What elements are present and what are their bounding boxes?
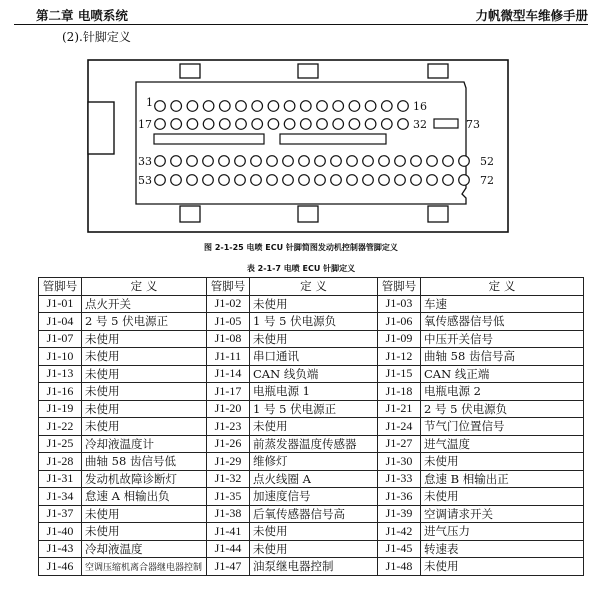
pin-number: J1-08 bbox=[207, 330, 250, 348]
connector-pin bbox=[349, 101, 360, 112]
pin-definition: 2 号 5 伏电源负 bbox=[421, 400, 584, 418]
connector-pin bbox=[363, 175, 374, 186]
pin-number: J1-46 bbox=[39, 558, 82, 576]
pin-definition: 氧传感器信号低 bbox=[421, 313, 584, 331]
header-pin: 管脚号 bbox=[207, 278, 250, 296]
connector-pin bbox=[283, 156, 294, 167]
header-def: 定 义 bbox=[421, 278, 584, 296]
pin-number: J1-32 bbox=[207, 470, 250, 488]
slot-right bbox=[280, 134, 386, 144]
pin-definition: 中压开关信号 bbox=[421, 330, 584, 348]
pin-definition: 曲轴 58 齿信号低 bbox=[82, 453, 207, 471]
pin-number: J1-13 bbox=[39, 365, 82, 383]
connector-pin bbox=[347, 156, 358, 167]
top-tab-1 bbox=[180, 64, 200, 78]
pin-number: J1-17 bbox=[207, 383, 250, 401]
connector-pin bbox=[187, 156, 198, 167]
pin-definition: 未使用 bbox=[250, 540, 378, 558]
pin-number: J1-31 bbox=[39, 470, 82, 488]
connector-pin bbox=[220, 119, 231, 130]
pin-number: J1-04 bbox=[39, 313, 82, 331]
pin-definition: 怠速 B 相输出正 bbox=[421, 470, 584, 488]
connector-pin bbox=[252, 101, 263, 112]
connector-pin bbox=[398, 119, 409, 130]
table-row bbox=[39, 348, 584, 366]
pin-number: J1-26 bbox=[207, 435, 250, 453]
connector-pin bbox=[235, 175, 246, 186]
connector-pin bbox=[382, 101, 393, 112]
pin-number: J1-43 bbox=[39, 540, 82, 558]
pin-definition: 空调压缩机离合器继电器控制 bbox=[82, 558, 207, 576]
ecu-connector-diagram bbox=[0, 40, 602, 240]
pin-definition: 后氧传感器信号高 bbox=[250, 505, 378, 523]
pin-number: J1-27 bbox=[378, 435, 421, 453]
connector-pin bbox=[382, 119, 393, 130]
connector-pin bbox=[301, 101, 312, 112]
table-row bbox=[39, 330, 584, 348]
connector-pin bbox=[203, 175, 214, 186]
pin-number: J1-39 bbox=[378, 505, 421, 523]
pin-definition: 前蒸发器温度传感器 bbox=[250, 435, 378, 453]
table-caption: 表 2-1-7 电喷 ECU 针脚定义 bbox=[246, 264, 356, 273]
pin-number: J1-02 bbox=[207, 295, 250, 313]
pin-label-16: 16 bbox=[413, 100, 427, 113]
pin-definition: 未使用 bbox=[421, 558, 584, 576]
connector-pin bbox=[267, 156, 278, 167]
pin-definition: 1 号 5 伏电源正 bbox=[250, 400, 378, 418]
page-header bbox=[14, 4, 588, 25]
pin-number: J1-23 bbox=[207, 418, 250, 436]
connector-pin bbox=[235, 156, 246, 167]
pin-definition: 未使用 bbox=[250, 523, 378, 541]
pin-number: J1-42 bbox=[378, 523, 421, 541]
pin-number: J1-41 bbox=[207, 523, 250, 541]
connector-pin bbox=[155, 101, 166, 112]
pin-number: J1-15 bbox=[378, 365, 421, 383]
connector-pin bbox=[284, 119, 295, 130]
header-def: 定 义 bbox=[82, 278, 207, 296]
connector-pin bbox=[283, 175, 294, 186]
pin-number: J1-44 bbox=[207, 540, 250, 558]
connector-pin bbox=[333, 101, 344, 112]
pin-definition: 未使用 bbox=[82, 383, 207, 401]
table-header-row bbox=[39, 278, 584, 296]
connector-pin bbox=[411, 175, 422, 186]
connector-pin bbox=[187, 101, 198, 112]
pin-definition: 未使用 bbox=[250, 330, 378, 348]
connector-pin bbox=[315, 175, 326, 186]
book-title: 力帆微型车维修手册 bbox=[475, 8, 588, 23]
pin-definition: 怠速 A 相输出负 bbox=[82, 488, 207, 506]
pin-label-33: 33 bbox=[138, 155, 152, 168]
connector-pin bbox=[398, 101, 409, 112]
pin-definition: 未使用 bbox=[82, 348, 207, 366]
connector-pin bbox=[268, 101, 279, 112]
pin-number: J1-47 bbox=[207, 558, 250, 576]
pin-definition: 油泵继电器控制 bbox=[250, 558, 378, 576]
pin-definition: 冷却液温度 bbox=[82, 540, 207, 558]
connector-pin bbox=[317, 119, 328, 130]
pin-number: J1-21 bbox=[378, 400, 421, 418]
connector-pin bbox=[333, 119, 344, 130]
connector-pin bbox=[331, 156, 342, 167]
connector-pin bbox=[171, 101, 182, 112]
table-row bbox=[39, 383, 584, 401]
pin-number: J1-03 bbox=[378, 295, 421, 313]
pin-number: J1-20 bbox=[207, 400, 250, 418]
connector-pin bbox=[395, 175, 406, 186]
table-row bbox=[39, 313, 584, 331]
connector-pin bbox=[236, 119, 247, 130]
pin-number: J1-22 bbox=[39, 418, 82, 436]
bottom-tab-1 bbox=[180, 206, 200, 222]
pin-number: J1-19 bbox=[39, 400, 82, 418]
pin-label-72: 72 bbox=[480, 174, 494, 187]
table-row bbox=[39, 523, 584, 541]
connector-pin bbox=[317, 101, 328, 112]
pin-definition: 电瓶电源 2 bbox=[421, 383, 584, 401]
pin-definition: 发动机故障诊断灯 bbox=[82, 470, 207, 488]
header-pin: 管脚号 bbox=[378, 278, 421, 296]
left-clip bbox=[88, 102, 114, 154]
pin-definition: 节气门位置信号 bbox=[421, 418, 584, 436]
pin-definition: 未使用 bbox=[82, 365, 207, 383]
pin-definition: 空调请求开关 bbox=[421, 505, 584, 523]
pin-definition: CAN 线负端 bbox=[250, 365, 378, 383]
pin-definition: 未使用 bbox=[82, 330, 207, 348]
connector-pin bbox=[411, 156, 422, 167]
pin-definition: 未使用 bbox=[82, 418, 207, 436]
connector-pin bbox=[363, 156, 374, 167]
pin-number: J1-24 bbox=[378, 418, 421, 436]
bottom-tab-2 bbox=[298, 206, 318, 222]
connector-pin bbox=[171, 119, 182, 130]
pin-definition: 2 号 5 伏电源正 bbox=[82, 313, 207, 331]
pin-number: J1-07 bbox=[39, 330, 82, 348]
bottom-tab-3 bbox=[428, 206, 448, 222]
connector-pin bbox=[219, 175, 230, 186]
connector-pin bbox=[236, 101, 247, 112]
table-row bbox=[39, 435, 584, 453]
pin-definition: 点火开关 bbox=[82, 295, 207, 313]
top-tab-2 bbox=[298, 64, 318, 78]
connector-pin bbox=[443, 175, 454, 186]
table-row bbox=[39, 470, 584, 488]
connector-pin bbox=[203, 101, 214, 112]
pin-number: J1-30 bbox=[378, 453, 421, 471]
pin-definition: 加速度信号 bbox=[250, 488, 378, 506]
pin-number: J1-34 bbox=[39, 488, 82, 506]
table-row bbox=[39, 365, 584, 383]
pin-number: J1-18 bbox=[378, 383, 421, 401]
pin-number: J1-16 bbox=[39, 383, 82, 401]
header-pin: 管脚号 bbox=[39, 278, 82, 296]
pin-definition: 未使用 bbox=[421, 488, 584, 506]
pin-number: J1-36 bbox=[378, 488, 421, 506]
pin-number: J1-28 bbox=[39, 453, 82, 471]
pin-number: J1-09 bbox=[378, 330, 421, 348]
connector-pin bbox=[251, 175, 262, 186]
pin-label-32: 32 bbox=[413, 118, 427, 131]
connector-pin bbox=[379, 156, 390, 167]
pin-definition: 串口通讯 bbox=[250, 348, 378, 366]
connector-pin bbox=[155, 119, 166, 130]
connector-pin bbox=[459, 156, 470, 167]
pin-number: J1-25 bbox=[39, 435, 82, 453]
top-tab-3 bbox=[428, 64, 448, 78]
connector-pin bbox=[171, 175, 182, 186]
pin-definition: 电瓶电源 1 bbox=[250, 383, 378, 401]
connector-pin bbox=[299, 156, 310, 167]
pin-number: J1-37 bbox=[39, 505, 82, 523]
pin-number: J1-11 bbox=[207, 348, 250, 366]
header-def: 定 义 bbox=[250, 278, 378, 296]
pin-definition: 未使用 bbox=[250, 295, 378, 313]
connector-pin bbox=[299, 175, 310, 186]
connector-pin bbox=[331, 175, 342, 186]
pin-number: J1-48 bbox=[378, 558, 421, 576]
pin-definition: 维修灯 bbox=[250, 453, 378, 471]
pin-number: J1-40 bbox=[39, 523, 82, 541]
pin-definition: 未使用 bbox=[82, 400, 207, 418]
pin-definition: 冷却液温度计 bbox=[82, 435, 207, 453]
table-row bbox=[39, 400, 584, 418]
pin-number: J1-14 bbox=[207, 365, 250, 383]
figure-caption: 图 2-1-25 电喷 ECU 针脚简图发动机控制器管脚定义 bbox=[204, 243, 398, 252]
pin-number: J1-10 bbox=[39, 348, 82, 366]
connector-pin bbox=[219, 156, 230, 167]
pin-number: J1-05 bbox=[207, 313, 250, 331]
connector-pin bbox=[427, 175, 438, 186]
table-row bbox=[39, 418, 584, 436]
pin-label-52: 52 bbox=[480, 155, 494, 168]
section-title: (2).针脚定义 bbox=[62, 30, 131, 44]
chapter-title: 第二章 电喷系统 bbox=[36, 8, 128, 23]
pin-definition: 1 号 5 伏电源负 bbox=[250, 313, 378, 331]
pin-number: J1-29 bbox=[207, 453, 250, 471]
connector-pin bbox=[220, 101, 231, 112]
connector-pin bbox=[155, 156, 166, 167]
connector-pin bbox=[301, 119, 312, 130]
pin-label-1: 1 bbox=[146, 96, 153, 109]
connector-pin bbox=[365, 119, 376, 130]
pin-definition: CAN 线正端 bbox=[421, 365, 584, 383]
table-row bbox=[39, 453, 584, 471]
slot-left bbox=[154, 134, 264, 144]
connector-pin bbox=[365, 101, 376, 112]
pin-definition: 进气压力 bbox=[421, 523, 584, 541]
connector-pin bbox=[315, 156, 326, 167]
connector-pin bbox=[284, 101, 295, 112]
pin-label-17: 17 bbox=[138, 118, 152, 131]
pin-definition-table bbox=[38, 277, 584, 576]
pin-number: J1-45 bbox=[378, 540, 421, 558]
pin-number: J1-12 bbox=[378, 348, 421, 366]
connector-pin bbox=[395, 156, 406, 167]
pin-number: J1-35 bbox=[207, 488, 250, 506]
connector-pin bbox=[251, 156, 262, 167]
pin-definition: 车速 bbox=[421, 295, 584, 313]
connector-pin bbox=[427, 156, 438, 167]
pin-label-53: 53 bbox=[138, 174, 152, 187]
connector-pin bbox=[267, 175, 278, 186]
connector-pin bbox=[268, 119, 279, 130]
connector-pin bbox=[171, 156, 182, 167]
connector-pin bbox=[187, 119, 198, 130]
pin-label-73: 73 bbox=[466, 118, 480, 131]
pin-definition: 未使用 bbox=[82, 523, 207, 541]
connector-pin bbox=[349, 119, 360, 130]
connector-pin bbox=[252, 119, 263, 130]
table-row bbox=[39, 540, 584, 558]
connector-pin bbox=[459, 175, 470, 186]
connector-pin bbox=[443, 156, 454, 167]
pin-definition: 点火线圈 A bbox=[250, 470, 378, 488]
connector-pin bbox=[347, 175, 358, 186]
pin-definition: 未使用 bbox=[421, 453, 584, 471]
pin-definition: 转速表 bbox=[421, 540, 584, 558]
table-row bbox=[39, 558, 584, 576]
connector-pin bbox=[203, 156, 214, 167]
pin-number: J1-01 bbox=[39, 295, 82, 313]
pin-definition: 曲轴 58 齿信号高 bbox=[421, 348, 584, 366]
pin-number: J1-33 bbox=[378, 470, 421, 488]
table-row bbox=[39, 505, 584, 523]
pin-definition: 进气温度 bbox=[421, 435, 584, 453]
pin-definition: 未使用 bbox=[82, 505, 207, 523]
pin-number: J1-06 bbox=[378, 313, 421, 331]
connector-pin bbox=[155, 175, 166, 186]
connector-pin bbox=[187, 175, 198, 186]
pin-definition: 未使用 bbox=[250, 418, 378, 436]
pin-number: J1-38 bbox=[207, 505, 250, 523]
connector-pin bbox=[379, 175, 390, 186]
connector-pin bbox=[203, 119, 214, 130]
pin-73-slot bbox=[434, 119, 458, 128]
table-row bbox=[39, 488, 584, 506]
table-row bbox=[39, 295, 584, 313]
